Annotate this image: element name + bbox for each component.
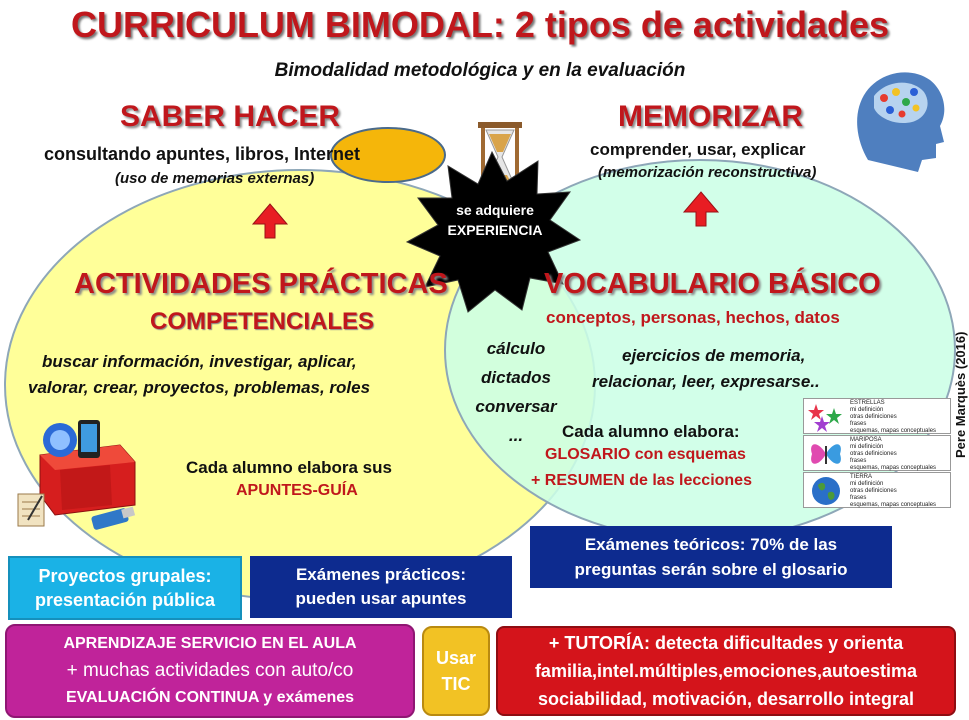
box-line: Exámenes teóricos: 70% de las — [584, 535, 838, 554]
proyectos-grupales-box — [8, 556, 242, 620]
memorizar-note: (memorización reconstructiva) — [598, 164, 817, 181]
practicas-items-line2: valorar, crear, proyectos, problemas, roles — [28, 378, 371, 397]
box-line: Proyectos grupales: — [38, 566, 212, 586]
glossary-card — [803, 472, 951, 508]
box-line: presentación pública — [34, 590, 216, 610]
vocabulario-items-line2: relacionar, leer, expresarse.. — [592, 372, 820, 391]
glossary-line: esquemas, mapas conceptuales — [850, 502, 937, 508]
glossary-line: esquemas, mapas conceptuales — [850, 428, 937, 434]
saber-hacer-note: (uso de memorias externas) — [115, 170, 315, 187]
glossary-line: otras definiciones — [850, 488, 897, 494]
tutoria-label: + TUTORÍA: — [548, 633, 651, 653]
box-line: Usar — [435, 648, 477, 668]
experiencia-text — [422, 200, 568, 240]
resumen-text: + RESUMEN de las lecciones — [531, 472, 752, 489]
vocabulario-basico-title: VOCABULARIO BÁSICO — [544, 268, 881, 300]
glossary-line: esquemas, mapas conceptuales — [850, 465, 937, 471]
glossary-line: otras definiciones — [850, 414, 897, 420]
box-line: sociabilidad, motivación, desarrollo integral — [537, 689, 915, 709]
aprendizaje-servicio-box — [5, 624, 415, 718]
glossary-card-title: TIERRA — [850, 474, 873, 480]
memorizar-heading: MEMORIZAR — [618, 100, 803, 133]
glossary-line: mi definición — [850, 481, 884, 487]
overlap-list — [462, 334, 570, 450]
saber-hacer-text: consultando apuntes, libros, — [44, 144, 290, 164]
apuntes-guia: APUNTES-GUÍA — [236, 482, 358, 499]
saber-hacer-heading: SABER HACER — [120, 100, 341, 133]
overlap-item: conversar — [475, 397, 557, 416]
glossary-line: mi definición — [850, 407, 884, 413]
overlap-item: cálculo — [486, 339, 546, 358]
box-line: EVALUACIÓN CONTINUA y exámenes — [65, 689, 355, 706]
glossary-line: frases — [850, 458, 867, 464]
elabora-glosario: Cada alumno elabora: — [562, 422, 740, 441]
glossary-line: frases — [850, 421, 867, 427]
glossary-card-title: ESTRELLAS — [850, 400, 885, 406]
glossary-line: frases — [850, 495, 867, 501]
vocabulario-items-line1: ejercicios de memoria, — [622, 346, 806, 365]
butterfly-icon — [808, 438, 844, 470]
glossary-card — [803, 435, 951, 471]
glossary-line: otras definiciones — [850, 451, 897, 457]
examenes-practicos-box — [250, 556, 512, 618]
page-title: CURRICULUM BIMODAL: 2 tipos de actividades — [70, 4, 890, 45]
star-line2: EXPERIENCIA — [447, 222, 543, 238]
glossary-line: mi definición — [850, 444, 884, 450]
box-line — [549, 629, 903, 657]
glossary-card — [803, 398, 951, 434]
notebook-icon — [18, 494, 44, 526]
practicas-items-line1: buscar información, investigar, aplicar, — [42, 352, 357, 371]
memorizar-line: comprender, usar, explicar — [590, 140, 806, 159]
tutoria-text: detecta dificultades y orienta — [655, 633, 904, 653]
glosario-text: GLOSARIO con esquemas — [545, 446, 746, 463]
competenciales-subtitle: COMPETENCIALES — [150, 308, 375, 335]
page-subtitle: Bimodalidad metodológica y en la evaluación — [274, 60, 686, 81]
box-line: + muchas actividades con auto/co — [66, 660, 354, 681]
stars-icon — [806, 402, 846, 432]
usar-tic-box — [422, 626, 490, 716]
actividades-practicas-title: ACTIVIDADES PRÁCTICAS — [74, 268, 448, 300]
internet-label: Internet — [294, 144, 361, 164]
overlap-item: dictados — [481, 368, 551, 387]
star-line1: se adquiere — [456, 202, 534, 218]
tutoria-box — [496, 626, 956, 716]
box-line: preguntas serán sobre el glosario — [574, 560, 848, 579]
overlap-item: ... — [508, 426, 524, 445]
box-line: APRENDIZAJE SERVICIO EN EL AULA — [63, 635, 357, 652]
glossary-cards — [803, 398, 951, 510]
author-credit: Pere Marquès (2016) — [953, 331, 968, 458]
box-line: pueden usar apuntes — [295, 589, 467, 608]
vocabulario-subtitle: conceptos, personas, hechos, datos — [546, 308, 840, 327]
box-line: TIC — [441, 674, 471, 694]
saber-hacer-line — [44, 144, 360, 165]
brain-head-icon — [857, 72, 944, 172]
box-line: familia,intel.múltiples,emociones,autoestima — [534, 661, 918, 681]
examenes-teoricos-box — [530, 526, 892, 588]
earth-icon — [810, 475, 842, 507]
elabora-apuntes: Cada alumno elabora sus — [186, 458, 392, 477]
glossary-card-title: MARIPOSA — [850, 437, 882, 443]
box-line: Exámenes prácticos: — [295, 565, 467, 584]
